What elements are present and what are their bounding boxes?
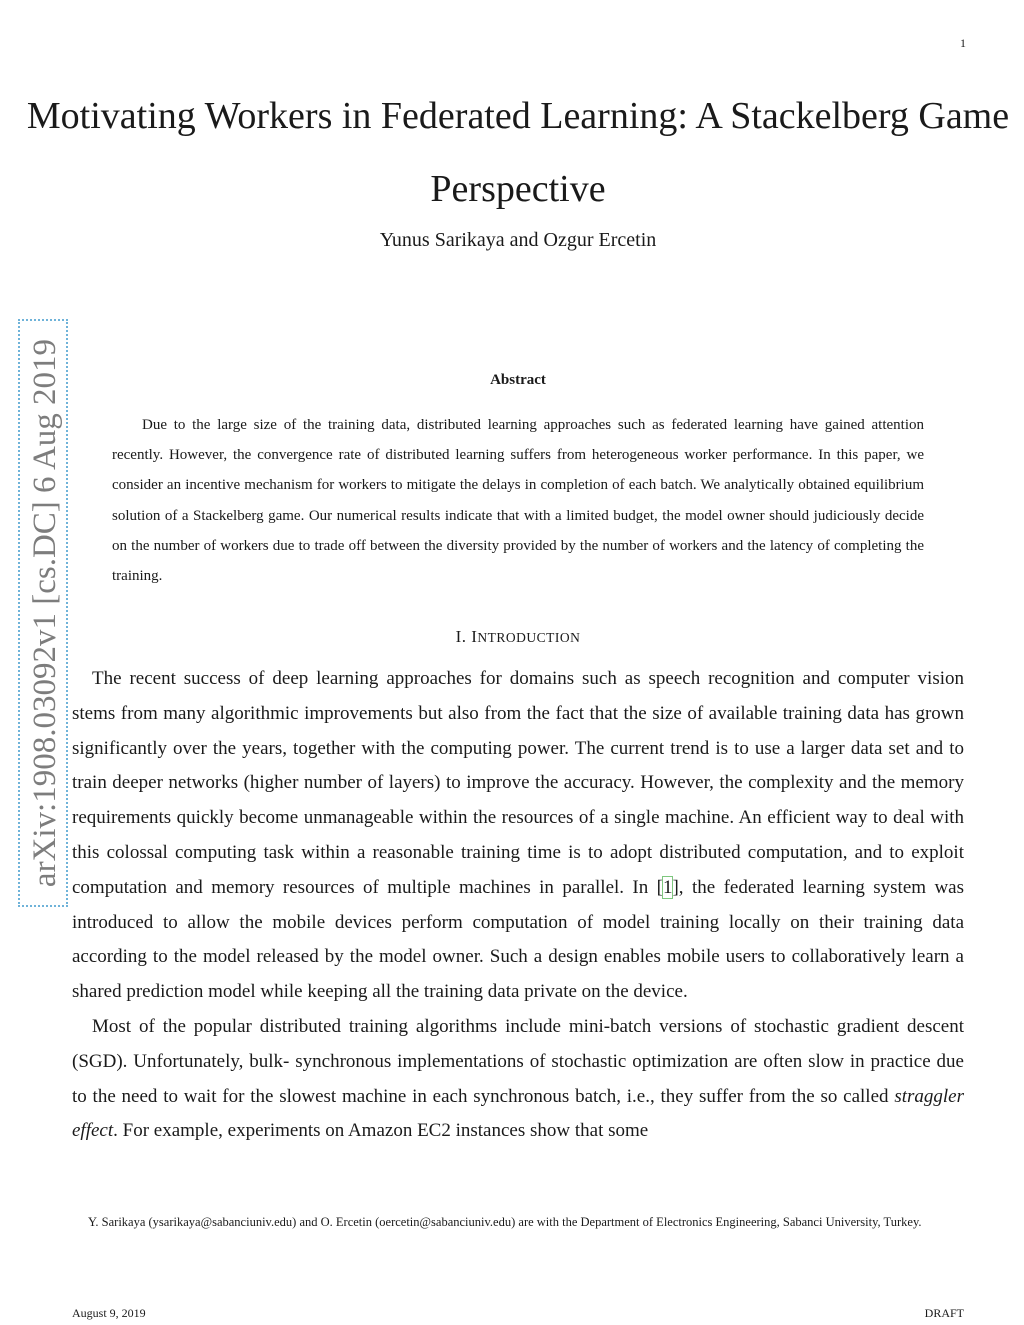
introduction-body	[72, 662, 964, 1149]
intro-paragraph-1	[72, 662, 964, 1010]
author-affiliation-footnote: Y. Sarikaya (ysarikaya@sabanciuniv.edu) and O. Ercetin (oercetin@sabanciuniv.edu) are with the Department of Electronics Engineering, Sabanci University, Turkey.	[88, 1215, 922, 1229]
section-title-rest: NTRODUCTION	[477, 630, 581, 645]
section-title-initial: I	[471, 627, 478, 646]
intro-p2-text-before: Most of the popular distributed training algorithms include mini-batch versions of stochastic gradient descent (SGD). Unfortunately, bulk- synchronous implementations of stochastic optimization are often slow in practice due to the need to wait for the slowest machine in each synchronous batch, i.e., they suffer from the so called	[72, 1015, 964, 1107]
section-number: I.	[455, 627, 467, 646]
citation-link[interactable]: 1	[662, 876, 673, 898]
arxiv-identifier-stamp[interactable]: arXiv:1908.03092v1 [cs.DC] 6 Aug 2019	[18, 319, 68, 907]
author-list: Yunus Sarikaya and Ozgur Ercetin	[379, 229, 657, 251]
intro-paragraph-2	[72, 1010, 964, 1149]
emphasis-term: straggler effect	[72, 1085, 964, 1142]
intro-p1-text-before: The recent success of deep learning approaches for domains such as speech recognition and computer vision stems from many algorithmic improvements but also from the fact that the size of available training data has grown significantly over the years, together with the computing power. The current trend is to use a larger data set and to train deeper networks (higher number of layers) to improve the accuracy. However, the complexity and the memory requirements quickly become unmanageable within the resources of a single machine. An efficient way to deal with this colossal computing task within a reasonable training time is to adopt distributed computation, and to exploit computation and memory resources of multiple machines in parallel. In [	[72, 668, 964, 898]
section-heading-introduction	[0, 627, 1024, 647]
abstract-text: Due to the large size of the training data, distributed learning approaches such as federated learning have gained attention recently. However, the convergence rate of distributed learning suffers from heterogeneous worker performance. In this paper, we consider an incentive mechanism for workers to mitigate the delays in completion of each batch. We analytically obtained equilibrium solution of a Stackelberg game. Our numerical results indicate that with a limited budget, the model owner should judiciously decide on the number of workers due to trade off between the diversity provided by the number of workers and the latency of completing the training.	[112, 417, 924, 585]
paper-title: Motivating Workers in Federated Learning: A Stackelberg Game Perspective	[26, 95, 1010, 210]
intro-p1-text-after: ], the federated learning system was introduced to allow the mobile devices perform computation of model training locally on their training data according to the model released by the model owner. Such a design enables mobile users to collaboratively learn a shared prediction model while keeping all the training data private on the device.	[72, 876, 964, 1003]
footer-date: August 9, 2019	[72, 1306, 146, 1320]
abstract-heading: Abstract	[490, 372, 546, 388]
footer-draft-label: DRAFT	[924, 1306, 964, 1320]
page-number: 1	[960, 36, 966, 50]
intro-p2-text-after: . For example, experiments on Amazon EC2 instances show that some	[113, 1120, 649, 1142]
footnote-divider	[72, 1196, 152, 1197]
